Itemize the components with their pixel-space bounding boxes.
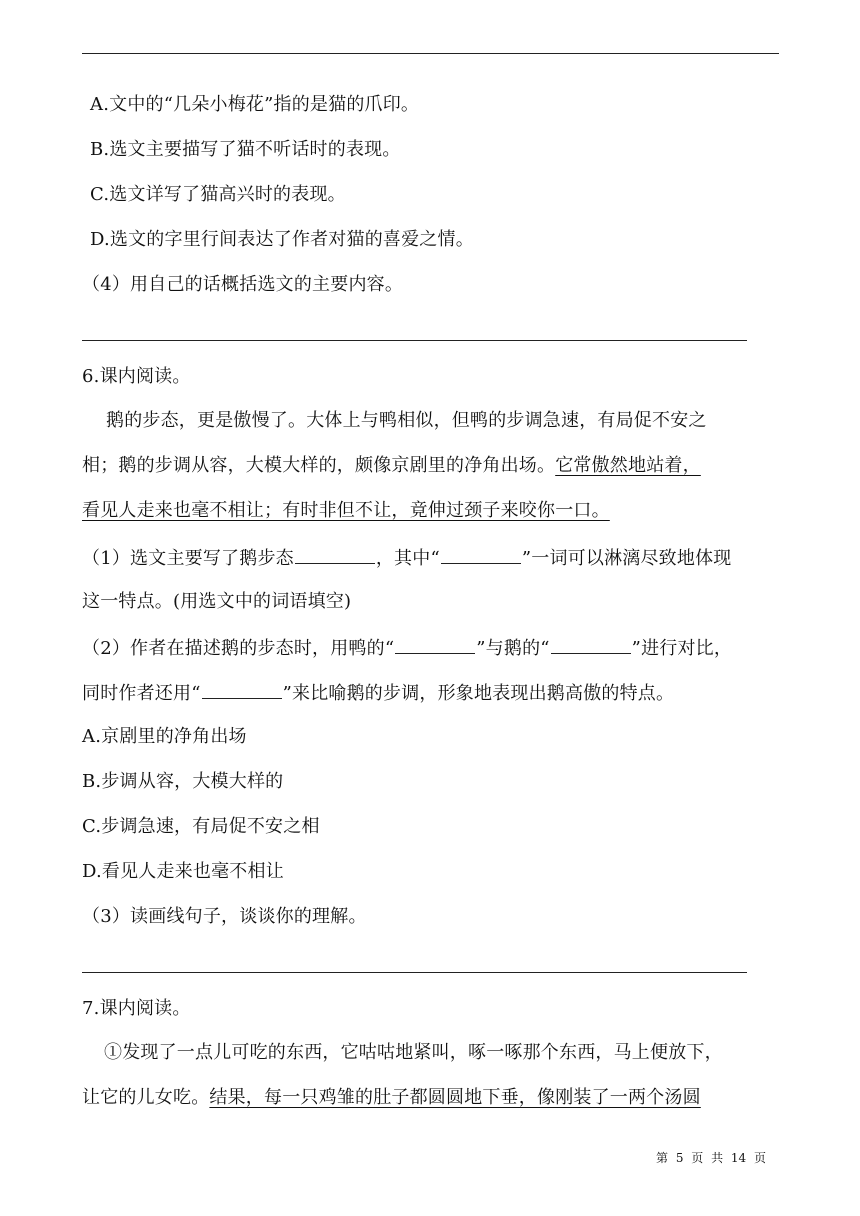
- fill-blank[interactable]: [202, 680, 282, 699]
- q6-sub-question-1-cont: 这一特点。(用选文中的词语填空): [82, 591, 352, 612]
- q6-sub-question-2-cont: [82, 680, 674, 706]
- q6-sub2-text-c: ”进行对比，: [631, 638, 733, 659]
- q7-passage-line-2: [82, 1086, 701, 1110]
- q7-passage-text: 让它的儿女吃。: [82, 1087, 210, 1108]
- q6-sub1-text-b: ，其中“: [375, 548, 440, 569]
- q6-passage-line-1: 鹅的步态，更是傲慢了。大体上与鸭相似，但鸭的步调急速，有局促不安之: [106, 410, 707, 431]
- q7-underlined-sentence: 结果，每一只鸡雏的肚子都圆圆地下垂，像刚装了一两个汤圆: [209, 1087, 701, 1108]
- q6-option-b: B.步调从容，大模大样的: [82, 771, 284, 792]
- q6-sub-question-2: [82, 635, 732, 661]
- q6-sub-question-1: [82, 545, 731, 571]
- q7-heading: 7.课内阅读。: [82, 998, 191, 1019]
- fill-blank[interactable]: [551, 635, 631, 654]
- q6-sub2-line2-b: ”来比喻鹅的步调，形象地表现出鹅高傲的特点。: [282, 683, 675, 704]
- q6-answer-line: [82, 972, 747, 973]
- header-rule: [82, 53, 779, 54]
- q5-option-a: A.文中的“几朵小梅花”指的是猫的爪印。: [90, 94, 420, 115]
- q5-option-b: B.选文主要描写了猫不听话时的表现。: [90, 139, 401, 160]
- fill-blank[interactable]: [295, 545, 375, 564]
- q5-sub-question-4: （4）用自己的话概括选文的主要内容。: [82, 274, 404, 295]
- fill-blank[interactable]: [395, 635, 475, 654]
- q5-option-d: D.选文的字里行间表达了作者对猫的喜爱之情。: [90, 229, 474, 250]
- q7-passage-line-1: ①发现了一点儿可吃的东西，它咕咕地紧叫，啄一啄那个东西，马上便放下，: [104, 1042, 723, 1063]
- q5-answer-line: [82, 340, 747, 341]
- q6-option-d: D.看见人走来也毫不相让: [82, 861, 284, 882]
- page-footer: 第 5 页 共 14 页: [656, 1151, 766, 1165]
- q6-sub2-text-b: ”与鹅的“: [476, 638, 550, 659]
- q5-option-c: C.选文详写了猫高兴时的表现。: [90, 184, 346, 205]
- q6-passage-text: 相；鹅的步调从容，大模大样的，颇像京剧里的净角出场。: [82, 455, 556, 476]
- q6-sub2-text-a: （2）作者在描述鹅的步态时，用鸭的“: [82, 638, 395, 659]
- q6-sub1-text-a: （1）选文主要写了鹅步态: [82, 548, 294, 569]
- q6-heading: 6.课内阅读。: [82, 366, 191, 387]
- q6-sub1-text-c: ”一词可以淋漓尽致地体现: [521, 548, 732, 569]
- q6-sub2-line2-a: 同时作者还用“: [82, 683, 201, 704]
- q6-option-c: C.步调急速，有局促不安之相: [82, 816, 320, 837]
- q6-underlined-sentence-cont: 看见人走来也毫不相让；有时非但不让，竟伸过颈子来咬你一口。: [82, 500, 610, 521]
- q6-sub-question-3: （3）读画线句子，谈谈你的理解。: [82, 906, 367, 927]
- q6-option-a: A.京剧里的净角出场: [82, 726, 247, 747]
- fill-blank[interactable]: [441, 545, 521, 564]
- q6-underlined-sentence: 它常傲然地站着，: [555, 455, 701, 476]
- q6-passage-line-2: [82, 454, 701, 478]
